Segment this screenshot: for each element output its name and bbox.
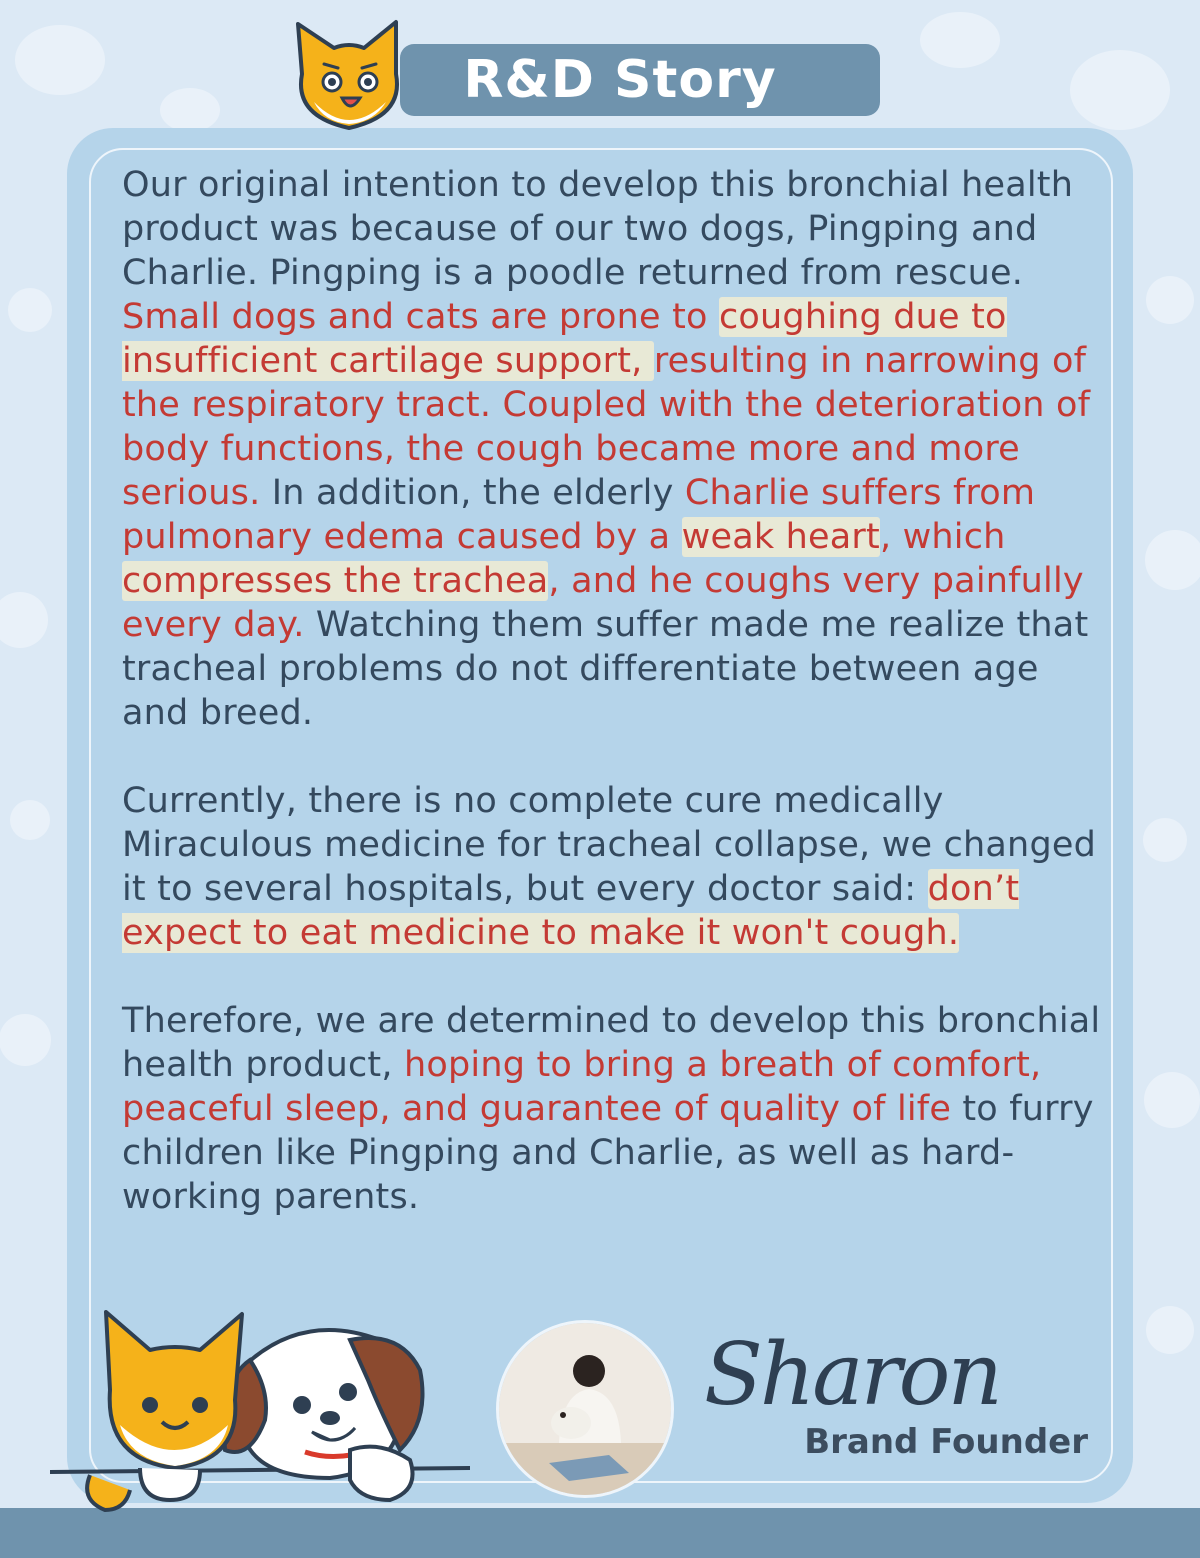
cat-and-dog-icon (50, 1300, 470, 1530)
signature-icon (700, 1318, 1040, 1438)
story-text (122, 163, 1102, 1263)
founder-signature (700, 1318, 1040, 1438)
title-banner (400, 44, 880, 116)
svg-text:Sharon: Sharon (704, 1325, 1000, 1425)
founder-role: Brand Founder (804, 1422, 1088, 1462)
founder-photo (496, 1320, 674, 1498)
story-paragraph-2: Currently, there is no complete cure medically Miraculous medicine for tracheal collapse, we changed it to several hospitals, but every doctor said: don’t expect to eat medicine to make it won't cough. (122, 781, 1097, 953)
story-paragraph-1: Our original intention to develop this bronchial health product was because of our two dogs, Pingping and Charlie. Pingping is a poodle returned from rescue. Small dogs and cats are prone to coughing due to insufficient cartilage support, resulting in narrowing of the respiratory tract. Coupled with the deterioration of body functions, the cough became more and more serious. In addition, the elderly Charlie suffers from pulmonary edema caused by a weak heart, which compresses the trachea, and he coughs very painfully every day. Watching them suffer made me realize that tracheal problems do not differentiate between age and breed. (122, 165, 1091, 733)
page-title: R&D Story (463, 50, 777, 110)
cat-head-icon (284, 16, 414, 136)
story-paragraph-3: Therefore, we are determined to develop this bronchial health product, hoping to bring a breath of comfort, peaceful sleep, and guarantee of quality of life to furry children like Pingping and Charlie, as well as hard-working parents. (122, 1001, 1101, 1217)
founder-photo-illustration (499, 1323, 671, 1495)
